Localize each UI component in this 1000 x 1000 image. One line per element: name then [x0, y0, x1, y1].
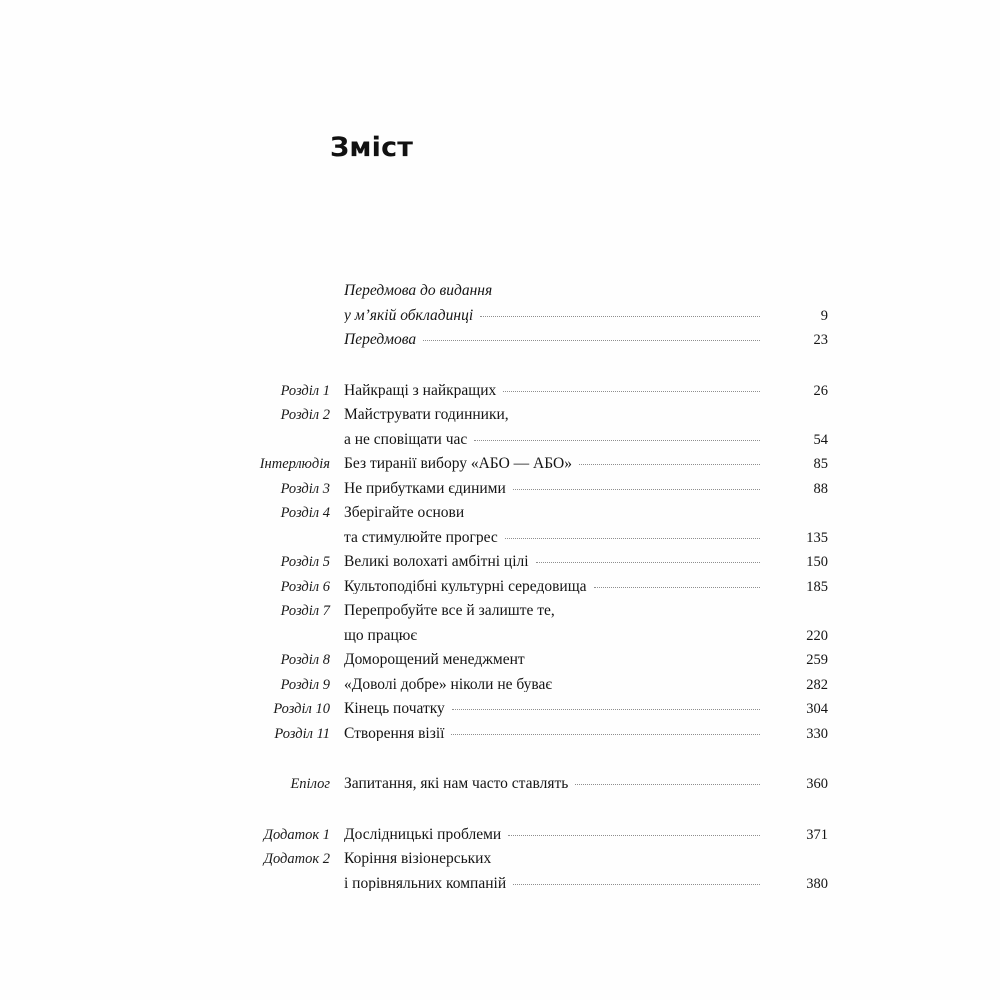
toc-entry-title: а не сповіщати час — [344, 431, 468, 447]
toc-page-number: 88 — [813, 480, 828, 497]
toc-page-number: 9 — [820, 307, 828, 324]
toc-entry-label: Епілог — [290, 776, 330, 792]
toc-entry-label: Розділ 1 — [280, 382, 330, 399]
toc-entry-title: Запитання, які нам часто ставлять — [344, 776, 569, 792]
toc-entry-title-cell — [344, 383, 766, 399]
toc-entry-title: Найкращі з найкращих — [344, 382, 497, 398]
toc-entry-title-cell — [344, 579, 766, 595]
toc-page-number: 259 — [806, 652, 828, 668]
toc-entry[interactable] — [188, 481, 828, 497]
toc-group — [188, 776, 828, 792]
toc-entry-title: Дослідницькі проблеми — [344, 826, 502, 842]
toc-entry-title: Передмова — [344, 332, 417, 348]
toc-entry-label: Інтерлюдія — [259, 456, 330, 472]
toc-leader-dots — [452, 709, 760, 710]
toc-entry[interactable] — [188, 456, 828, 472]
toc-entry-label: Розділ 10 — [273, 701, 330, 717]
toc-entry-title-cell — [344, 456, 766, 472]
toc-entry-title-cell — [344, 554, 766, 570]
toc-group — [188, 283, 828, 348]
toc-entry-title-cell — [344, 876, 766, 892]
toc-entry[interactable] — [188, 603, 828, 619]
toc-entry[interactable] — [188, 332, 828, 348]
toc-entry-title: Створення візії — [344, 725, 445, 741]
toc-entry[interactable] — [188, 530, 828, 546]
toc-entry-title: Великі волохаті амбітні цілі — [344, 554, 529, 570]
toc-entry-label: Розділ 8 — [280, 652, 330, 668]
toc-leader-dots — [513, 489, 760, 490]
toc-entry-label: Розділ 9 — [280, 676, 330, 693]
toc-entry[interactable] — [188, 851, 828, 867]
toc-leader-dots — [508, 835, 760, 836]
toc-entry-label: Додаток 2 — [263, 851, 330, 867]
toc-leader-dots — [575, 784, 760, 785]
toc-entry-title: Доморощений менеджмент — [344, 652, 525, 668]
toc-leader-dots — [594, 587, 760, 588]
toc-entry[interactable] — [188, 432, 828, 448]
toc-entry[interactable] — [188, 283, 828, 299]
toc-entry-label: Розділ 3 — [280, 480, 330, 497]
toc-entry-title-cell — [344, 726, 766, 742]
toc-entry-title: Культоподібні культурні середовища — [344, 578, 587, 594]
toc-page-number: 371 — [806, 826, 828, 843]
toc-entry-title: Зберігайте основи — [344, 505, 465, 521]
toc-group — [188, 383, 828, 742]
toc-page-number: 26 — [813, 382, 828, 399]
toc-entry-title-cell — [344, 332, 766, 348]
toc-page-number: 185 — [806, 578, 828, 595]
toc-entry[interactable] — [188, 726, 828, 742]
toc-entry[interactable] — [188, 407, 828, 423]
toc-page-number: 150 — [806, 554, 828, 570]
toc-group-spacer — [188, 750, 828, 776]
toc-entry[interactable] — [188, 652, 828, 668]
toc-entry-title-cell — [344, 603, 766, 619]
toc-group — [188, 827, 828, 892]
toc-entry[interactable] — [188, 701, 828, 717]
toc-entry-label: Розділ 4 — [280, 505, 330, 521]
toc-entry-label: Розділ 5 — [280, 554, 330, 570]
toc-entry-title: та стимулюйте прогрес — [344, 529, 498, 545]
toc-entry-title-cell — [344, 407, 766, 423]
toc-leader-dots — [503, 391, 760, 392]
toc-leader-dots — [505, 538, 760, 539]
toc-entry-label: Розділ 6 — [280, 578, 330, 595]
toc-entry-title-cell — [344, 652, 766, 668]
toc-entry-title-cell — [344, 530, 766, 546]
table-of-contents — [188, 283, 828, 900]
toc-entry-title: у м’якій обкладинці — [344, 307, 474, 323]
toc-entry-title: що працює — [344, 627, 418, 643]
toc-leader-dots — [536, 562, 760, 563]
toc-entry-title-cell — [344, 628, 766, 644]
toc-entry-title-cell — [344, 432, 766, 448]
toc-leader-dots — [474, 440, 760, 441]
toc-leader-dots — [423, 340, 760, 341]
toc-entry-title-cell — [344, 677, 766, 693]
toc-entry[interactable] — [188, 776, 828, 792]
page-title: Зміст — [330, 132, 414, 163]
toc-entry-title-cell — [344, 851, 766, 867]
toc-entry-title: Коріння візіонерських — [344, 851, 492, 867]
toc-entry-title: Кінець початку — [344, 701, 445, 717]
toc-entry-title-cell — [344, 505, 766, 521]
toc-entry[interactable] — [188, 677, 828, 693]
toc-entry-title: Перепробуйте все й залиште те, — [344, 603, 555, 619]
toc-leader-dots — [480, 316, 760, 317]
toc-entry[interactable] — [188, 876, 828, 892]
toc-entry-title: Без тиранії вибору «АБО — АБО» — [344, 456, 572, 472]
toc-entry[interactable] — [188, 579, 828, 595]
toc-entry-title: Не прибутками єдиними — [344, 480, 506, 496]
toc-group-spacer — [188, 801, 828, 827]
toc-entry-title: Передмова до видання — [344, 283, 493, 299]
toc-entry[interactable] — [188, 827, 828, 843]
toc-page-number: 330 — [806, 725, 828, 742]
toc-entry[interactable] — [188, 554, 828, 570]
toc-page-number: 360 — [806, 776, 828, 792]
toc-entry-title: Майструвати годинники, — [344, 407, 509, 423]
toc-leader-dots — [579, 464, 760, 465]
toc-page-number: 85 — [813, 456, 828, 472]
toc-entry-label: Розділ 11 — [274, 725, 330, 742]
toc-entry[interactable] — [188, 383, 828, 399]
toc-page-number: 135 — [806, 529, 828, 546]
toc-leader-dots — [513, 884, 760, 885]
toc-entry-title: «Доволі добре» ніколи не буває — [344, 676, 553, 692]
toc-entry-title-cell — [344, 701, 766, 717]
toc-page-number: 304 — [806, 701, 828, 717]
toc-entry-label: Додаток 1 — [263, 826, 330, 843]
toc-group-spacer — [188, 357, 828, 383]
toc-entry-title-cell — [344, 827, 766, 843]
toc-entry[interactable] — [188, 308, 828, 324]
toc-entry-title-cell — [344, 308, 766, 324]
toc-entry-title-cell — [344, 481, 766, 497]
toc-entry-title-cell — [344, 283, 766, 299]
toc-page-number: 282 — [806, 676, 828, 693]
toc-entry-label: Розділ 7 — [280, 603, 330, 619]
toc-page-number: 54 — [813, 431, 828, 448]
toc-entry[interactable] — [188, 628, 828, 644]
toc-entry-title-cell — [344, 776, 766, 792]
toc-entry-label: Розділ 2 — [280, 407, 330, 423]
toc-entry[interactable] — [188, 505, 828, 521]
toc-page-number: 23 — [813, 332, 828, 348]
toc-leader-dots — [451, 734, 760, 735]
toc-page-number: 380 — [806, 875, 828, 892]
toc-entry-title: і порівняльних компаній — [344, 875, 507, 891]
toc-page-number: 220 — [806, 627, 828, 644]
